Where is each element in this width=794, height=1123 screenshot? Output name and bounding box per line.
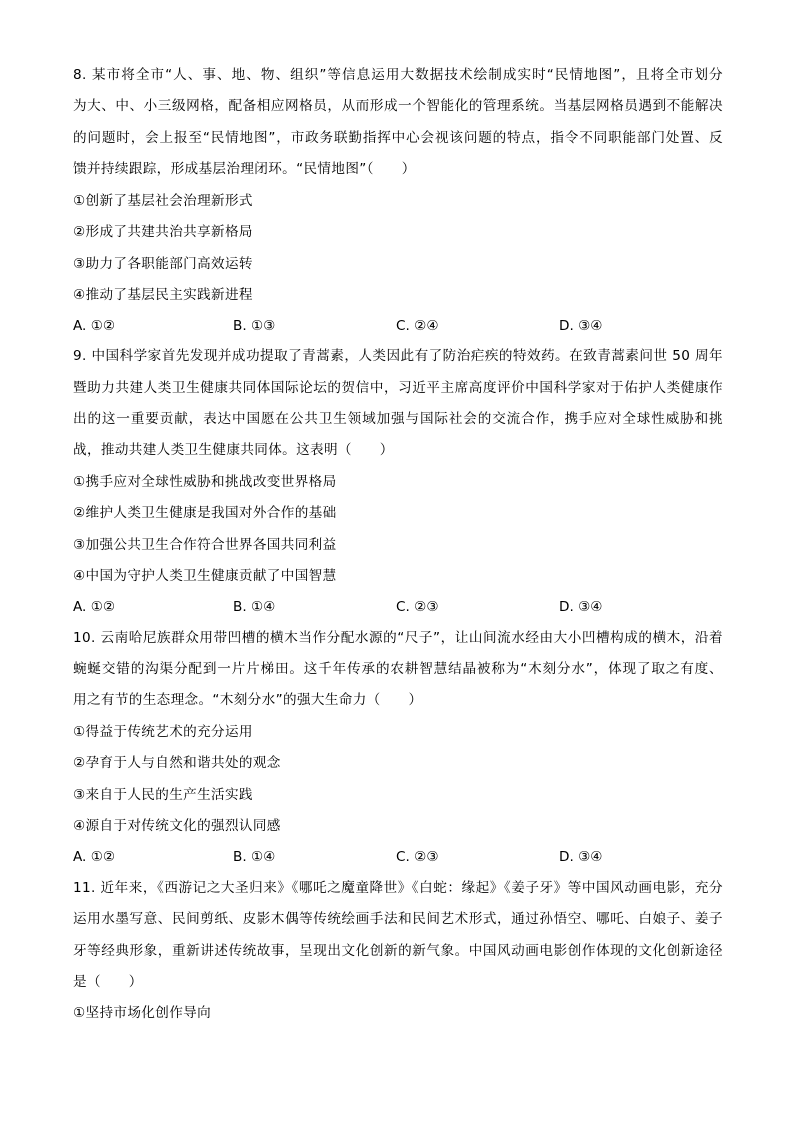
q9-statement-4: ④中国为守护人类卫生健康贡献了中国智慧: [73, 568, 337, 584]
q8-option-b[interactable]: B. ①③: [233, 318, 276, 334]
q11-stem-line-3: 牙等经典形象，重新讲述传统故事，呈现出文化创新的新气象。中国风动画电影创作体现的文化创新途径: [73, 943, 723, 959]
q10-statement-1: ①得益于传统艺术的充分运用: [73, 724, 253, 740]
q11-stem-line-4: 是（ ）: [73, 974, 143, 990]
q10-statement-2: ②孕育于人与自然和谐共处的观念: [73, 755, 281, 771]
q9-statement-3: ③加强公共卫生合作符合世界各国共同利益: [73, 537, 337, 553]
q10-statement-4: ④源自于对传统文化的强烈认同感: [73, 818, 281, 834]
q10-stem-line-3: 用之有节的生态理念。“木刻分水”的强大生命力（ ）: [73, 692, 423, 708]
q9-option-a[interactable]: A. ①②: [73, 599, 116, 615]
q11-statement-1: ①坚持市场化创作导向: [73, 1005, 212, 1021]
q10-statement-3: ③来自于人民的生产生活实践: [73, 787, 253, 803]
q8-option-c[interactable]: C. ②④: [396, 318, 439, 334]
q8-statement-3: ③助力了各职能部门高效运转: [73, 256, 253, 272]
q8-statement-1: ①创新了基层社会治理新形式: [73, 193, 253, 209]
q10-option-c[interactable]: C. ②③: [396, 849, 439, 865]
q8-stem-line-3: 的问题时，会上报至“民情地图”，市政务联勤指挥中心会视该问题的特点，指令不同职能部门处置、反: [73, 130, 723, 146]
q8-stem-line-2: 为大、中、小三级网格，配备相应网格员，从而形成一个智能化的管理系统。当基层网格员遇到不能解决: [73, 98, 723, 114]
q10-stem-line-2: 蜿蜒交错的沟渠分配到一片片梯田。这千年传承的农耕智慧结晶被称为“木刻分水”，体现了取之有度、: [73, 661, 723, 677]
q8-option-a[interactable]: A. ①②: [73, 318, 116, 334]
q10-option-b[interactable]: B. ①④: [233, 849, 276, 865]
q8-option-d[interactable]: D. ③④: [559, 318, 603, 334]
q8-statement-4: ④推动了基层民主实践新进程: [73, 287, 253, 303]
q9-stem-line-2: 暨助力共建人类卫生健康共同体国际论坛的贺信中，习近平主席高度评价中国科学家对于佑护人类健康作: [73, 380, 723, 396]
q11-stem-line-1: 11. 近年来，《西游记之大圣归来》《哪吒之魔童降世》《白蛇：缘起》《姜子牙》等中国风动画电影，充分: [73, 880, 723, 896]
q9-stem-line-3: 出的这一重要贡献，表达中国愿在公共卫生领域加强与国际社会的交流合作，携手应对全球性威胁和挑: [73, 411, 723, 427]
q9-stem-line-1: 9. 中国科学家首先发现并成功提取了青蒿素，人类因此有了防治疟疾的特效药。在致青蒿素问世 50 周年: [73, 348, 723, 364]
q9-option-b[interactable]: B. ①④: [233, 599, 276, 615]
q9-stem-line-4: 战，推动共建人类卫生健康共同体。这表明（ ）: [73, 442, 394, 458]
q9-option-d[interactable]: D. ③④: [559, 599, 603, 615]
q8-statement-2: ②形成了共建共治共享新格局: [73, 224, 253, 240]
q9-statement-1: ①携手应对全球性威胁和挑战改变世界格局: [73, 474, 337, 490]
q8-stem-line-1: 8. 某市将全市“人、事、地、物、组织”等信息运用大数据技术绘制成实时“民情地图”，且将全市划分: [73, 67, 723, 83]
q10-option-d[interactable]: D. ③④: [559, 849, 603, 865]
q8-stem-line-4: 馈并持续跟踪，形成基层治理闭环。“民情地图”（ ）: [73, 161, 416, 177]
q10-stem-line-1: 10. 云南哈尼族群众用带凹槽的横木当作分配水源的“尺子”，让山间流水经由大小凹槽构成的横木，沿着: [73, 630, 723, 646]
q10-option-a[interactable]: A. ①②: [73, 849, 116, 865]
q9-statement-2: ②维护人类卫生健康是我国对外合作的基础: [73, 505, 337, 521]
q9-option-c[interactable]: C. ②③: [396, 599, 439, 615]
q11-stem-line-2: 运用水墨写意、民间剪纸、皮影木偶等传统绘画手法和民间艺术形式，通过孙悟空、哪吒、白娘子、姜子: [73, 911, 723, 927]
